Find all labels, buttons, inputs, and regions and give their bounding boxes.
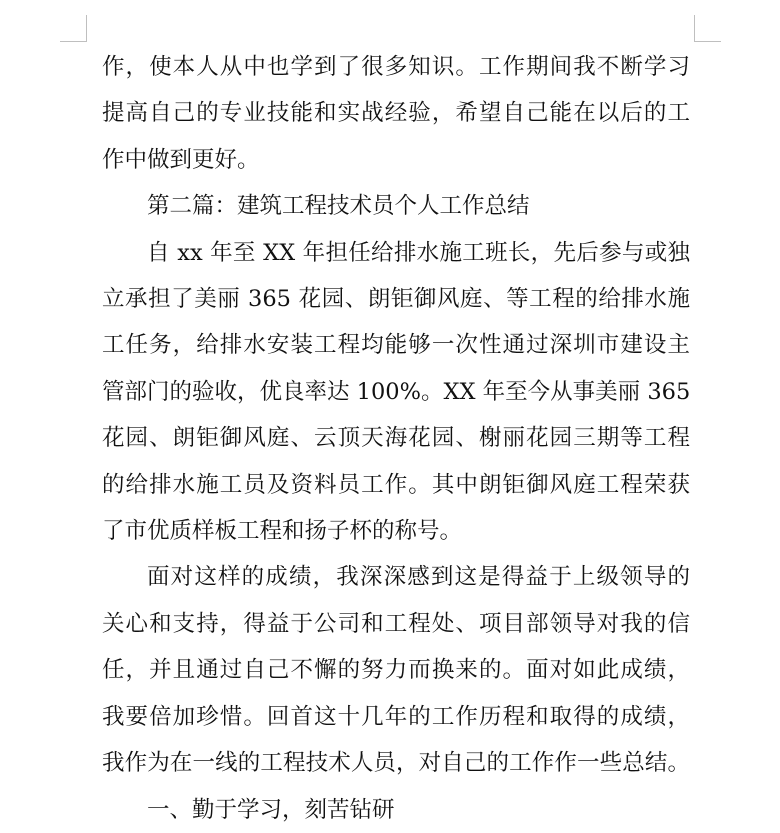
paragraph-experience (102, 230, 690, 555)
text-line: 提高自己的专业技能和实战经验，希望自己能在以后的工 (102, 100, 690, 127)
text-line: 面对这样的成绩，我深深感到这是得益于上级领导的 (147, 564, 690, 591)
text-line: 的给排水施工员及资料员工作。其中朗钜御风庭工程荣获 (102, 471, 690, 498)
text-line: 我要倍加珍惜。回首这十几年的工作历程和取得的成绩， (102, 703, 690, 730)
text-line: 我作为在一线的工程技术人员，对自己的工作作一些总结。 (102, 750, 690, 777)
text-line: 作中做到更好。 (102, 146, 260, 173)
section-heading-part-two (102, 183, 690, 229)
text-line: 自 xx 年至 XX 年担任给排水施工班长，先后参与或独 (147, 239, 690, 266)
margin-corner-mark-top-left (60, 15, 87, 42)
paragraph-continuation (102, 44, 690, 183)
heading-text: 一、勤于学习，刻苦钻研 (147, 796, 395, 823)
text-line: 立承担了美丽 365 花园、朗钜御风庭、等工程的给排水施 (102, 286, 690, 313)
text-line: 工任务，给排水安装工程均能够一次性通过深圳市建设主 (102, 332, 690, 359)
margin-corner-mark-top-right (694, 15, 721, 42)
text-line: 作，使本人从中也学到了很多知识。工作期间我不断学习 (102, 54, 690, 80)
text-line: 了市优质样板工程和扬子杯的称号。 (102, 518, 463, 545)
text-line: 关心和支持，得益于公司和工程处、项目部领导对我的信 (102, 610, 690, 637)
text-line: 任，并且通过自己不懈的努力而换来的。面对如此成绩， (102, 657, 690, 684)
document-body[interactable] (102, 44, 690, 833)
text-line: 管部门的验收，优良率达 100%。XX 年至今从事美丽 365 (102, 378, 691, 405)
paragraph-achievements (102, 554, 690, 786)
heading-text: 第二篇：建筑工程技术员个人工作总结 (147, 193, 530, 220)
text-line: 花园、朗钜御风庭、云顶天海花园、榭丽花园三期等工程 (102, 425, 690, 452)
